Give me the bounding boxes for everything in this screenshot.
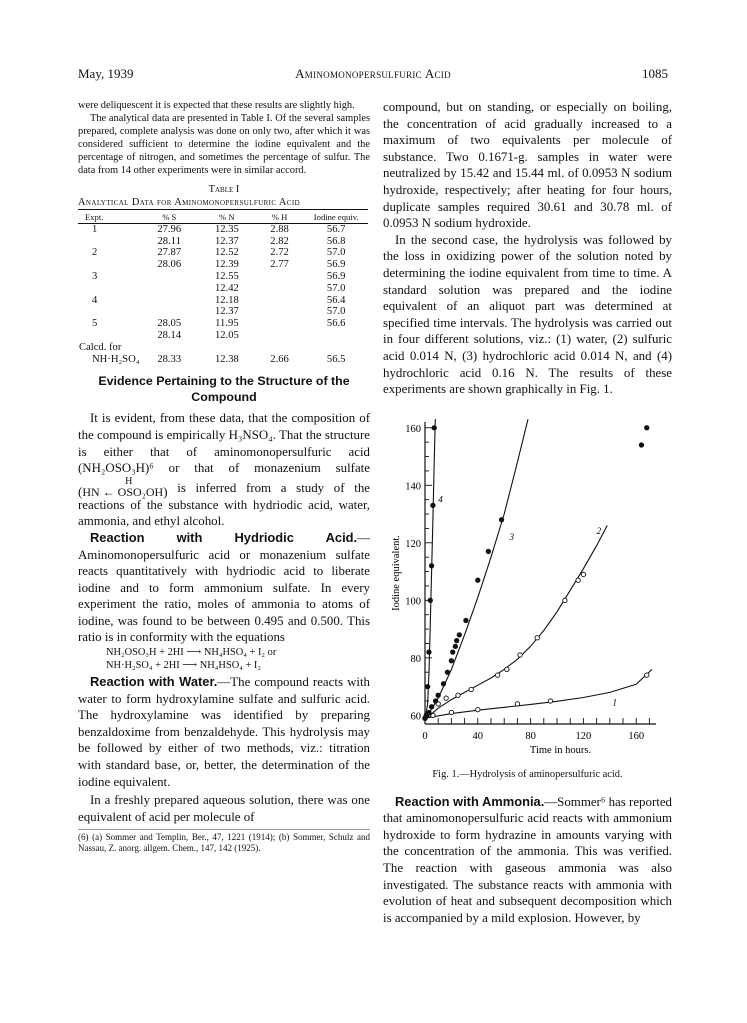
data-point [441,681,445,685]
data-point [457,632,461,636]
table-row [78,259,368,271]
data-point [449,710,453,714]
table-row [78,283,368,295]
hydriodic-paragraph [78,530,370,646]
table-cell: 5 [92,318,98,330]
series-label: 1 [612,696,617,707]
data-point [576,578,580,582]
table-cell: 57.0 [326,247,346,259]
ammonia-title: Reaction with Ammonia. [395,793,545,809]
table-cell: 12.38 [214,353,239,365]
table-cell: 56.9 [326,270,346,282]
table-cell: 28.14 [157,329,182,341]
series-label: 4 [438,494,443,505]
table-cell: 57.0 [326,306,346,318]
structure-text-b: is inferred from a study of the reactions of the substance with hydriodic acid, water, ammonia, and ethyl alcohol. [78,480,370,529]
data-point [429,563,433,567]
data-point [581,572,585,576]
data-point [486,549,490,553]
ammonia-paragraph [383,794,672,927]
table-cell: 56.5 [326,353,346,365]
data-point [436,693,440,697]
table-cell: 2.66 [270,353,289,365]
calcd-label: Calcd. for [79,341,122,353]
table-cell: 56.6 [326,318,346,330]
table-cell [78,283,139,295]
table-cell: 11.95 [215,318,239,330]
data-point [515,701,519,705]
table-cell: 12.05 [214,329,239,341]
table-header-cell: % H [271,211,288,222]
series-curve [425,525,607,719]
data-point [505,667,509,671]
section-heading: Evidence Pertaining to the Structure of the Compound [98,374,350,405]
table-header-cell: % N [219,211,235,222]
y-tick-label: 80 [410,653,421,665]
fresh-solution-paragraph: In a freshly prepared aqueous solution, there was one equivalent of acid per molecule of [78,793,370,824]
table-cell: 4 [92,294,98,306]
x-tick-label: 160 [628,730,645,742]
right-column [383,99,672,926]
y-tick-label: 100 [405,596,421,608]
data-point [444,696,448,700]
data-point [476,707,480,711]
table-cell: 12.55 [214,270,239,282]
table-cell: 27.96 [157,223,182,235]
table-cell: 2.72 [270,247,289,259]
header-title: Aminomonopersulfuric Acid [295,66,451,81]
table-cell [255,295,305,307]
table-cell: 2.82 [270,235,289,247]
table-row [78,247,368,259]
table-header-cell: Expt. [85,211,104,222]
table-row [78,318,368,330]
table-cell: 12.37 [214,235,239,247]
data-point [445,670,449,674]
data-point [476,578,480,582]
analytical-data-table [78,209,368,365]
table-title: Analytical Data for Aminomonopersulfuric Acid [78,197,301,208]
table-cell [78,330,139,342]
table-cell: 27.87 [157,247,182,259]
table-cell [255,283,305,295]
equation-1: NH₂OSO₃H + 2HI ⟶ NH₄HSO₄ + I₂ or [106,647,277,659]
table-cell [78,236,139,248]
x-tick-label: 80 [525,730,536,742]
figure-1 [383,412,672,767]
table-cell: 56.4 [326,294,346,306]
table-cell: 57.0 [326,282,346,294]
hydriodic-title: Reaction with Hydriodic Acid. [90,529,358,545]
figure-caption: Fig. 1.—Hydrolysis of aminopersulfuric acid. [432,768,623,780]
formula-h: H [125,475,133,487]
equation-2: NH·H₂SO₄ + 2HI ⟶ NH₄HSO₄ + I₂ [106,660,261,672]
table-cell [255,318,305,330]
data-point [428,598,432,602]
table-cell: 28.11 [157,235,181,247]
table-row [78,271,368,283]
ammonia-text: —Sommer⁶ has reported that aminomonopersulfuric acid reacts with ammonium hydroxide to form hydrazine in amounts varying with the concentration of the ammonia. This was verified. The reaction with gaseous ammonia was also investigated. The substance reacts with ammonia with evolution of heat and subsequent decomposition which is accompanied by a mild explosion. However, by [383,794,672,925]
data-point [535,635,539,639]
data-point [499,517,503,521]
table-cell: 12.42 [214,282,239,294]
table-row [78,330,368,342]
table-cell: 12.18 [214,294,239,306]
right-paragraph-1: compound, but on standing, or especially on boiling, the concentration of acid gradually increased to a maximum of two equivalents per molecule of substance. Two 0.1671-g. samples in water were neutralized by 15.42 and 15.44 ml. of 0.0953 N sodium hydroxide, respectively; after heating for four hours, duplicate samples required 30.61 and 30.78 ml. of 0.0953 N sodium hydroxide. [383,100,672,231]
table-cell [139,306,199,318]
right-paragraph-2: In the second case, the hydrolysis was followed by the loss in oxidizing power of the solution noted by determining the iodine equivalent from time to time. A standard solution was prepared and the iodine equivalent of an aliquot part was determined at specified time intervals. The hydrolysis was carried out in four different solutions, viz.: (1) water, (2) sulfuric acid 0.014 N, (3) hydrochloric acid 0.014 N, and (4) hydrochloric acid 0.16 N. The results of these experiments are shown graphically in Fig. 1. [383,232,672,397]
table-cell: 28.06 [157,259,182,271]
data-point [464,618,468,622]
formula-main: HN ← OSO₂OH [82,484,164,499]
table-cell: 56.7 [326,223,346,235]
table-cell: 2.77 [270,259,289,271]
intro-paragraph-2: The analytical data are presented in Table I. Of the several samples prepared, complete analysis was done on only two, after which it was considered sufficient to determine the iodine equivalent and the percentage of nitrogen, and sometimes the percentage of sulfur. The data from 14 other experiments were in similar accord. [78,113,370,176]
table-row [78,223,368,235]
table-cell: 28.33 [157,353,182,365]
table-row [78,306,368,318]
table-cell: 56.8 [326,235,346,247]
structure-paragraph [78,410,370,530]
data-point [453,644,457,648]
hydriodic-text: —Aminomonopersulfuric acid or monazenium sulfate reacts quantitatively with hydriodic acid to liberate iodine and to form ammonium sulfate. In every experiment the ratio, moles of ammonia to atoms of iodine, was found to be between 0.495 and 0.500. This ratio is in conformity with the equations [78,530,370,645]
data-point [425,684,429,688]
running-header [78,66,668,82]
table-cell: 12.52 [214,247,239,259]
data-point [454,638,458,642]
table-row [78,236,368,248]
table-cell [139,283,199,295]
structure-text-a: It is evident, from these data, that the composition of the compound is empirically H₃NSO₄. That the structure is either that of aminomonopersulfuric acid (NH₂OSO₃H)⁶ or that of monazenium sulfate [78,411,370,476]
data-point [451,650,455,654]
table-cell [255,330,305,342]
table-cell: 12.37 [214,306,239,318]
table-row [78,295,368,307]
table-cell: 12.39 [214,259,239,271]
x-tick-label: 120 [575,730,592,742]
page-number: 1085 [642,66,668,81]
data-point [548,698,552,702]
water-text: —The compound reacts with water to form hydroxylamine sulfate and sulfuric acid. The hydroxylamine was identified by preparing benzaldoxime from benzaldehyde. This hydrolysis may be followed by either of two methods, viz.: titration with standard base, or, better, the determination of the iodine equivalent. [78,675,370,789]
series-label: 2 [596,525,602,536]
x-tick-label: 40 [472,730,484,742]
data-point [424,713,428,717]
table-row [78,342,368,354]
intro-paragraph-1: were deliquescent it is expected that these results are slightly high. [78,100,355,111]
series-curve [425,419,435,720]
data-point [495,673,499,677]
hydrolysis-chart [383,412,672,767]
data-point [645,673,649,677]
data-point [431,503,435,507]
y-tick-label: 160 [405,423,421,435]
data-point [563,598,567,602]
table-cell: 12.35 [214,223,239,235]
table-cell [304,330,368,342]
x-tick-label: 0 [422,730,428,742]
table-cell: 56.9 [326,259,346,271]
table-caption: Table I [208,184,240,195]
calcd-formula: NH·H₂SO₄ [92,353,140,365]
table-cell [255,271,305,283]
monazenium-formula: H (HN ← OSO₂OH) [78,475,168,499]
data-point [433,698,437,702]
data-point [645,425,649,429]
series-label: 3 [509,531,514,542]
table-cell: 1 [92,223,98,235]
water-title: Reaction with Water. [90,674,218,690]
y-tick-label: 140 [405,480,421,492]
table-header-cell: % S [162,211,177,222]
data-point [432,425,436,429]
table-row [78,354,368,366]
footnote-6: (6) (a) Sommer and Templin, Ber., 47, 1221 (1914); (b) Sommer, Schulz and Nassau, Z. anorg. allgem. Chem., 147, 142 (1925). [78,829,370,854]
table-header-row [78,210,368,224]
y-tick-label: 120 [405,538,421,550]
table-cell [255,306,305,318]
x-axis-label: Time in hours. [529,744,592,756]
data-point [429,704,433,708]
table-cell: 2 [92,247,98,259]
data-point [518,652,522,656]
table-header-cell: Iodine equiv. [313,211,359,222]
y-axis-label: Iodine equivalent. [391,534,402,611]
table-cell: 3 [92,270,98,282]
header-date: May, 1939 [78,66,134,81]
y-tick-label: 60 [410,711,421,723]
table-cell [139,271,199,283]
table-cell [139,295,199,307]
table-cell: 28.05 [157,318,182,330]
table-cell [78,306,139,318]
data-point [449,658,453,662]
series-curve [425,419,528,720]
left-column [78,99,370,854]
data-point [469,687,473,691]
data-point [427,650,431,654]
table-cell: 2.88 [270,223,289,235]
table-cell [78,259,139,271]
water-paragraph [78,674,370,790]
data-point [456,693,460,697]
data-point [639,442,643,446]
